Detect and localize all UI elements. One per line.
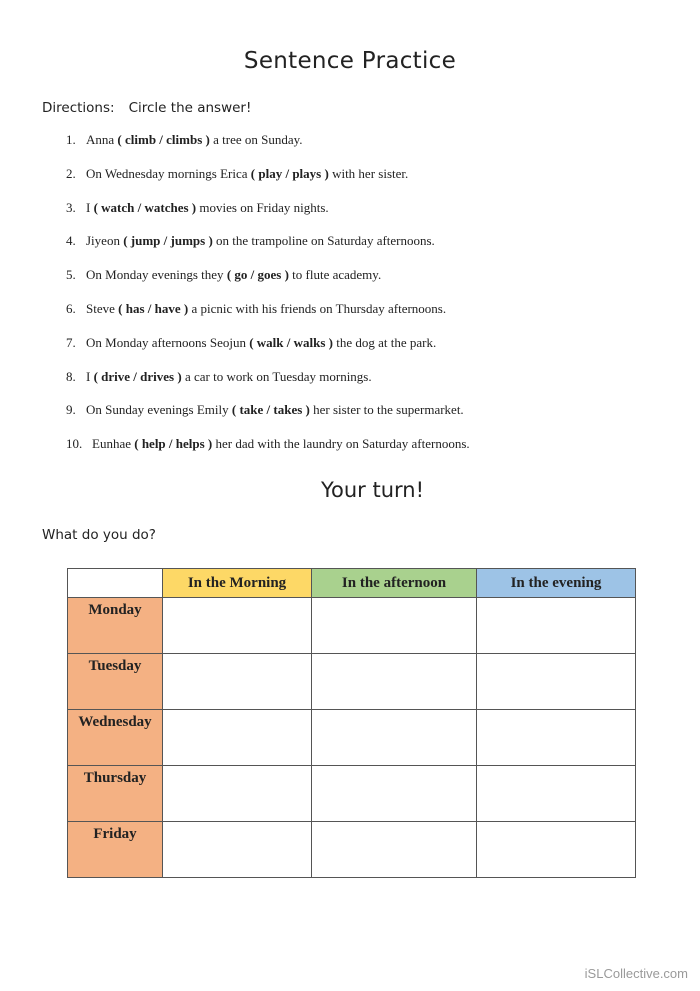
sentence-text: Eunhae	[92, 436, 135, 452]
sentence-text: I	[86, 368, 94, 384]
sentence-text: to flute academy.	[288, 267, 382, 283]
table-header-row	[68, 569, 636, 598]
sentence-text: Anna	[86, 132, 118, 147]
sentence-text: I	[86, 199, 94, 215]
answer-cell-evening[interactable]	[477, 766, 636, 822]
header-evening: In the evening	[477, 569, 636, 598]
day-cell: Thursday	[68, 766, 163, 822]
sentence-number: 10.	[66, 436, 83, 452]
sentence-item	[66, 267, 470, 301]
answer-cell-morning[interactable]	[163, 598, 312, 654]
table-row	[68, 766, 636, 822]
answer-cell-morning[interactable]	[163, 654, 312, 710]
sentence-item	[66, 436, 470, 470]
answer-cell-evening[interactable]	[477, 822, 636, 878]
site-watermark: iSLCollective.com	[584, 966, 688, 981]
answer-choice: ( help / helps )	[134, 436, 213, 452]
day-cell: Friday	[68, 822, 163, 878]
answer-choice: ( watch / watches )	[93, 199, 197, 215]
sentence-number: 2.	[66, 165, 76, 181]
table-row	[68, 654, 636, 710]
answer-choice: ( jump / jumps )	[123, 233, 213, 249]
day-cell: Wednesday	[68, 710, 163, 766]
header-morning: In the Morning	[163, 569, 312, 598]
sentence-text: a car to work on Tuesday mornings.	[181, 368, 372, 384]
sentence-number: 7.	[66, 334, 76, 350]
answer-choice: ( play / plays )	[250, 165, 329, 181]
table-row	[68, 822, 636, 878]
sentence-item	[66, 132, 470, 166]
answer-choice: ( walk / walks )	[249, 334, 333, 350]
sentence-number: 3.	[66, 199, 76, 215]
answer-cell-morning[interactable]	[163, 822, 312, 878]
answer-choice: ( drive / drives )	[93, 368, 182, 384]
day-cell: Tuesday	[68, 654, 163, 710]
answer-cell-afternoon[interactable]	[312, 710, 477, 766]
answer-choice: ( go / goes )	[226, 267, 289, 283]
day-cell: Monday	[68, 598, 163, 654]
answer-cell-morning[interactable]	[163, 710, 312, 766]
table-row	[68, 598, 636, 654]
sentence-text: her dad with the laundry on Saturday afternoons.	[212, 436, 470, 452]
answer-cell-afternoon[interactable]	[312, 598, 477, 654]
sentence-item	[66, 301, 470, 335]
sentence-text: the dog at the park.	[333, 334, 437, 350]
sentence-number: 4.	[66, 233, 76, 249]
answer-cell-morning[interactable]	[163, 766, 312, 822]
answer-cell-afternoon[interactable]	[312, 654, 477, 710]
answer-choice: ( has / have )	[118, 300, 189, 316]
directions-label: Directions:	[42, 100, 115, 116]
sentence-text: movies on Friday nights.	[196, 199, 329, 215]
sentence-item	[66, 402, 470, 436]
directions	[42, 100, 251, 116]
sentence-item	[66, 335, 470, 369]
worksheet-title: Sentence Practice	[243, 48, 457, 74]
sentence-item	[66, 233, 470, 267]
prompt-question: What do you do?	[42, 527, 156, 543]
answer-cell-evening[interactable]	[477, 654, 636, 710]
sentence-item	[66, 166, 470, 200]
answer-choice: ( climb / climbs )	[117, 132, 210, 147]
sentence-text: with her sister.	[328, 165, 409, 181]
section-heading: Your turn!	[320, 478, 425, 502]
answer-cell-afternoon[interactable]	[312, 822, 477, 878]
sentence-text: on the trampoline on Saturday afternoons.	[212, 233, 435, 249]
schedule-table	[67, 568, 636, 878]
sentence-item	[66, 200, 470, 234]
answer-choice: ( take / takes )	[231, 402, 310, 418]
header-afternoon: In the afternoon	[312, 569, 477, 598]
sentence-number: 1.	[66, 132, 76, 147]
sentence-number: 5.	[66, 267, 76, 283]
table-row	[68, 710, 636, 766]
sentence-text: a tree on Sunday.	[209, 132, 303, 147]
answer-cell-evening[interactable]	[477, 710, 636, 766]
answer-cell-evening[interactable]	[477, 598, 636, 654]
corner-cell	[68, 569, 163, 598]
sentence-number: 6.	[66, 300, 76, 316]
sentence-item	[66, 369, 470, 403]
sentence-text: her sister to the supermarket.	[309, 402, 464, 418]
sentence-text: a picnic with his friends on Thursday afternoons.	[188, 300, 447, 316]
sentence-text: On Monday evenings they	[86, 267, 227, 283]
sentence-text: On Monday afternoons Seojun	[86, 334, 250, 350]
sentence-text: On Sunday evenings Emily	[86, 402, 232, 418]
answer-cell-afternoon[interactable]	[312, 766, 477, 822]
sentence-number: 8.	[66, 368, 76, 384]
directions-text: Circle the answer!	[128, 100, 252, 116]
sentence-text: Jiyeon	[86, 233, 124, 249]
sentence-number: 9.	[66, 402, 76, 418]
sentence-text: Steve	[86, 300, 119, 316]
sentence-text: On Wednesday mornings Erica	[86, 165, 251, 181]
sentence-list	[66, 132, 470, 470]
